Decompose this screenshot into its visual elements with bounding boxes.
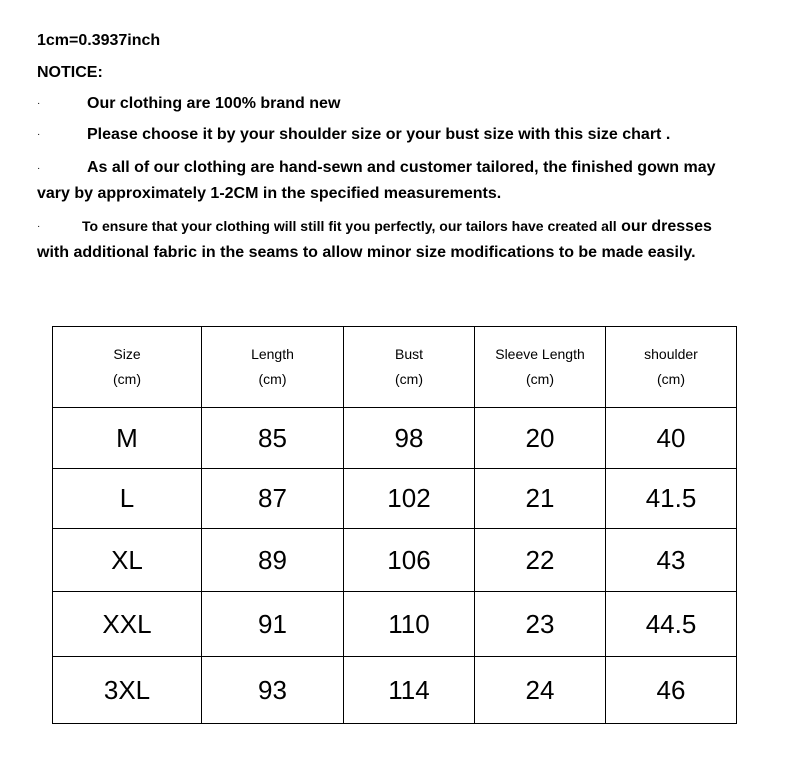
table-header-row xyxy=(53,327,737,408)
cell-length: 91 xyxy=(202,592,344,657)
cell-shoulder: 41.5 xyxy=(606,469,737,529)
notice-heading: NOTICE: xyxy=(37,64,103,81)
cell-size: 3XL xyxy=(53,657,202,724)
header-unit: (cm) xyxy=(395,371,423,387)
cell-shoulder: 40 xyxy=(606,408,737,469)
size-chart-table xyxy=(52,326,737,724)
unit-conversion: 1cm=0.3937inch xyxy=(37,32,161,49)
header-unit: (cm) xyxy=(113,371,141,387)
cell-size: XXL xyxy=(53,592,202,657)
header-label: Size xyxy=(113,346,141,362)
cell-size: L xyxy=(53,469,202,529)
notice-text: As all of our clothing are hand-sewn and customer tailored, the finished gown may vary by approximately 1-2CM in the specified measurements. xyxy=(37,159,716,202)
header-label: Length xyxy=(251,346,294,362)
header-label: Bust xyxy=(394,346,423,362)
cell-size: M xyxy=(53,408,202,469)
table-row xyxy=(53,657,737,724)
table-row xyxy=(53,529,737,592)
header-bust xyxy=(344,327,475,408)
cell-shoulder: 44.5 xyxy=(606,592,737,657)
header-label: shoulder xyxy=(644,346,698,362)
cell-sleeve-length: 23 xyxy=(475,592,606,657)
header-label: Sleeve Length xyxy=(495,346,585,362)
cell-bust: 102 xyxy=(344,469,475,529)
bullet-icon: · xyxy=(37,163,41,174)
cell-bust: 114 xyxy=(344,657,475,724)
header-length xyxy=(202,327,344,408)
cell-length: 89 xyxy=(202,529,344,592)
cell-length: 85 xyxy=(202,408,344,469)
cell-size: XL xyxy=(53,529,202,592)
cell-bust: 110 xyxy=(344,592,475,657)
notice-text xyxy=(37,213,737,266)
notice-item xyxy=(37,126,777,146)
notice-item xyxy=(37,155,777,207)
cell-sleeve-length: 22 xyxy=(475,529,606,592)
cell-bust: 98 xyxy=(344,408,475,469)
cell-shoulder: 43 xyxy=(606,529,737,592)
table-row xyxy=(53,469,737,529)
notice-text: Our clothing are 100% brand new xyxy=(87,95,341,112)
cell-length: 93 xyxy=(202,657,344,724)
header-unit: (cm) xyxy=(258,371,287,387)
cell-sleeve-length: 24 xyxy=(475,657,606,724)
cell-length: 87 xyxy=(202,469,344,529)
header-unit: (cm) xyxy=(657,371,685,387)
bullet-icon: · xyxy=(37,129,41,140)
cell-bust: 106 xyxy=(344,529,475,592)
notice-text-bold: our dresses with additional fabric in the seams to allow minor size modifications to be made easily. xyxy=(37,218,712,261)
header-shoulder xyxy=(606,327,737,408)
notice-text: Please choose it by your shoulder size or your bust size with this size chart . xyxy=(87,126,671,143)
cell-sleeve-length: 20 xyxy=(475,408,606,469)
header-unit: (cm) xyxy=(526,371,554,387)
notice-item xyxy=(37,95,777,115)
table-row xyxy=(53,408,737,469)
header-size xyxy=(53,327,202,408)
header-sleeve-length xyxy=(475,327,606,408)
cell-sleeve-length: 21 xyxy=(475,469,606,529)
cell-shoulder: 46 xyxy=(606,657,737,724)
table-row xyxy=(53,592,737,657)
notice-text-small: To ensure that your clothing will still fit you perfectly, our tailors have created all xyxy=(82,218,617,234)
notice-item xyxy=(37,213,777,293)
bullet-icon: · xyxy=(37,221,41,232)
bullet-icon: · xyxy=(37,98,41,109)
